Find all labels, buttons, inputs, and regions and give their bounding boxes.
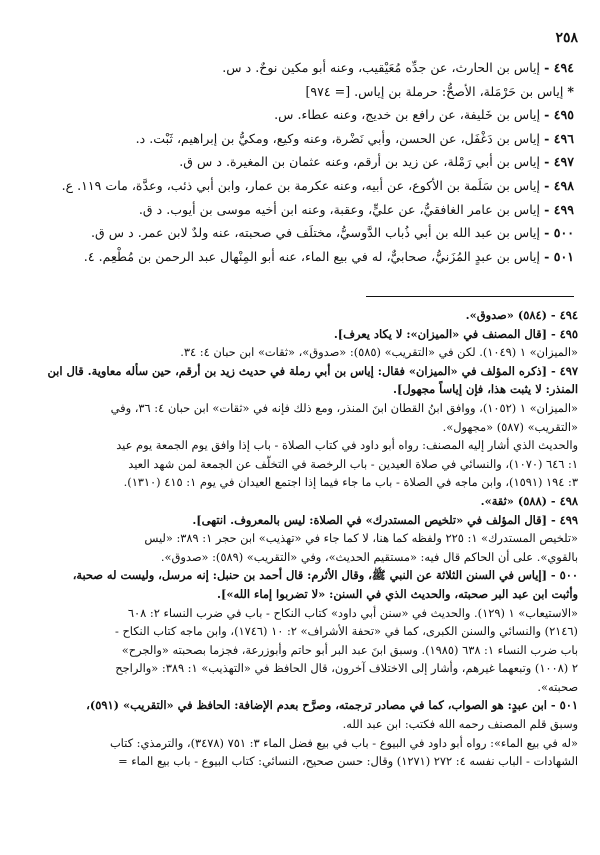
footnote-line: «له في بيع الماء»: رواه أبو داود في البيوع - باب في بيع فضل الماء ٣: ٧٥١ (٣٤٧٨)، والترمذي: كتاب bbox=[109, 735, 578, 750]
entry-number: * bbox=[567, 83, 574, 99]
entry-text: إياس بن خَليفة، عن رافع بن خديج، وعنه عطاء. س. bbox=[274, 107, 541, 123]
footnote-line: (٢١٤٦) والنسائي والسنن الكبرى، كما في «تحفة الأشراف» ٢: ١٠ (١٧٤٦)، وابن ماجه كتاب النكاح - bbox=[114, 624, 578, 639]
footnote-line: الشهادات - الباب نفسه ٤: ٢٧٢ (١٢٧١) وقال: حسن صحيح، النسائي: كتاب البيوع - باب بيع الماء = bbox=[118, 754, 578, 769]
footnote-line: باب ضرب النساء ١: ٦٣٨ (١٩٨٥). وسبق ابنَ عبد البر أبو حاتم وأبوزرعة، فجزما بصحبته «والجرح» bbox=[121, 642, 578, 657]
footnote-line: ٤٩٥ - [قال المصنف في «الميزان»: لا يكاد يعرف]. bbox=[333, 326, 578, 341]
footnotes bbox=[20, 306, 578, 771]
footnote-line: ٣: ١٩٤ (١٥٩١)، وابن ماجه في الصلاة - باب ما جاء فيما إذا اجتمع العيدان في يوم ١: ٤١٥ (١٣١٠). bbox=[123, 475, 578, 490]
page-number: ٢٥٨ bbox=[555, 30, 578, 46]
entry-number: ٥٠١ - bbox=[544, 248, 574, 264]
footnote-line: ٤٩٧ - [ذكره المؤلف في «الميزان» فقال: إياس بن أبي رملة في حديث زيد بن أرقم، حين سأله معاوية. قال ابن bbox=[47, 363, 578, 378]
footnote-line: بالقوي». على أن الحاكم قال فيه: «مستقيم الحديث»، وفي «التقريب» (٥٨٩): «صدوق». bbox=[160, 549, 578, 564]
footnote-line: وسبق قلم المصنف رحمه الله فكتب: ابن عبد الله. bbox=[342, 717, 578, 732]
entry-text: إياس بن عبدٍ المُزَنيُّ، صحابيٌّ، له في بيع الماء، عنه أبو المِنْهال عبد الرحمن بن مُطْعِم. ٤. bbox=[83, 248, 541, 264]
entry-number: ٤٩٩ - bbox=[544, 201, 574, 217]
entry-text: إياس بن عامر الغافقيُّ، عن عليٍّ، وعقبة، وعنه ابن أخيه موسى بن أيوب. د ق. bbox=[138, 201, 541, 217]
footnote-line: ٤٩٩ - [قال المؤلف في «تلخيص المستدرك» في الصلاة: ليس بالمعروف. انتهى]. bbox=[192, 512, 578, 527]
entry bbox=[22, 221, 574, 245]
entry bbox=[22, 150, 574, 174]
footnote-line: «الميزان» ١ (١٠٥٢)، ووافق ابنُ القطان ابنَ المنذر، ومع ذلك فإنه في «ثقات» ابن حبان ٤: ٣٦، وفي bbox=[110, 400, 578, 415]
entry-number: ٤٩٥ - bbox=[544, 107, 574, 123]
entry-text: إياس بن دَغْفَل، عن الحسن، وأبي نَضْرة، وعنه وكيع، ومكيُّ بن إبراهيم، ثَبْت. د. bbox=[135, 130, 541, 146]
footnote-line: ٢ (١٠٠٨) وتبعهما غيرهم، وأشار إلى الاختلاف آخرون، قال الحافظ في «التهذيب» ١: ٣٨٩: «والراجح bbox=[115, 661, 578, 676]
footnote-divider bbox=[366, 296, 574, 297]
footnote-line: ٥٠١ - ابن عبدٍ: هو الصواب، كما في مصادر ترجمته، وصرَّح بعدم الإضافة: الحافظ في «التقريب» (٥٩١)، bbox=[86, 698, 578, 713]
entry-text: إياس بن عبد الله بن أبي ذُباب الدَّوسيُّ، مختلَف في صحبته، عنه ولدٌ لابن عمر. د س ق. bbox=[90, 225, 541, 241]
entry-number: ٤٩٦ - bbox=[544, 130, 574, 146]
entries-list bbox=[22, 56, 574, 268]
entry bbox=[22, 127, 574, 151]
entry bbox=[22, 245, 574, 269]
entry bbox=[22, 174, 574, 198]
footnote-line: المنذر: لا يثبت هذا، فإن إياساً مجهول]. bbox=[392, 382, 578, 397]
footnote-line: «الميزان» ١ (١٠٤٩). لكن في «التقريب» (٥٨٥): «صدوق»، «ثقات» ابن حبان ٤: ٣٤. bbox=[180, 345, 578, 360]
footnote-line: ٤٩٤ - (٥٨٤) «صدوق». bbox=[465, 308, 578, 322]
entry-number: ٥٠٠ - bbox=[544, 225, 574, 241]
footnote-line: ١: ٦٤٦ (١٠٧٠)، والنسائي في صلاة العيدين - باب الرخصة في التخلُّف عن الجمعة لمن شهد العيد bbox=[128, 456, 578, 471]
footnote-line: والحديث الذي أشار إليه المصنف: رواه أبو داود في كتاب الصلاة - باب إذا وافق يوم الجمعة يوم عيد bbox=[116, 438, 578, 453]
entry-number: ٤٩٨ - bbox=[544, 177, 574, 193]
footnote-line: وأثبت ابن عبد البر صحبته، والحديث الذي في السنن: «لا تضربوا إماء الله»]. bbox=[217, 586, 578, 601]
footnote-line: «تلخيص المستدرك» ١: ٢٢٥ ولفظه كما هنا، لا كما جاء في «تهذيب» ابن حجر ١: ٣٨٩: «ليس bbox=[144, 531, 578, 546]
entry-number: ٤٩٧ - bbox=[544, 154, 574, 170]
footnote-line: «التقريب» (٥٨٧) «مجهول». bbox=[442, 419, 578, 434]
entry-number: ٤٩٤ - bbox=[544, 60, 574, 75]
footnote-line: ٥٠٠ - [إياس في السنن الثلاثة عن النبي ﷺ، وقال الأثرم: قال أحمد بن حنبل: إنه مرسل، وليست له صحبة، bbox=[72, 568, 578, 583]
entry bbox=[22, 198, 574, 222]
entry bbox=[22, 80, 574, 104]
entry-text: إياس بن أبي رَمْلة، عن زيد بن أرقم، وعنه عثمان بن المغيرة. د س ق. bbox=[179, 154, 541, 170]
entry bbox=[22, 103, 574, 127]
entry bbox=[22, 56, 574, 80]
footnote-line: صحبته». bbox=[537, 679, 578, 694]
entry-text: إياس بن حَرْمَلة، الأصحُّ: حرملة بن إياس. [= ٩٧٤] bbox=[305, 83, 564, 99]
footnote-line: ٤٩٨ - (٥٨٨) «ثقة». bbox=[480, 493, 578, 508]
footnote-line: «الاستيعاب» ١ (١٢٩). والحديث في «سنن أبي داود» كتاب النكاح - باب في ضرب النساء ٢: ٦٠٨ bbox=[127, 605, 578, 620]
entry-text: إياس بن الحارث، عن جدِّه مُعَيْقيب، وعنه أبو مكين نوحٌ. د س. bbox=[222, 60, 541, 75]
entry-text: إياس بن سَلَمة بن الأكوع، عن أبيه، وعنه عكرمة بن عمار، وابن أبي ذئب، وعدَّة، مات ١١٩. ع. bbox=[61, 177, 541, 193]
